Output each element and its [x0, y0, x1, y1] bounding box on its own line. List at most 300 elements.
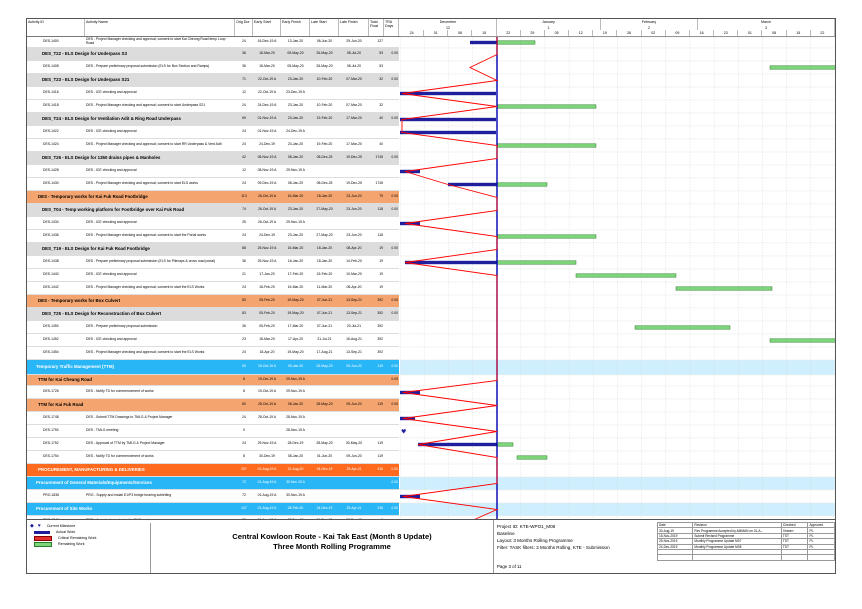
cell-dur: 21: [242, 272, 246, 277]
cell-tf: [369, 126, 384, 138]
wbs-title: Procurement of Site Works: [36, 506, 93, 512]
critical-bar-swatch: [34, 536, 52, 541]
cell-tf: 53: [379, 51, 383, 56]
cell-id: DES-1442: [43, 285, 59, 290]
cell-ef: 30-Nov-19 A: [286, 480, 305, 485]
timescale-day: 09: [666, 30, 690, 36]
activity-row[interactable]: [27, 178, 399, 191]
cell-dur: 24: [242, 415, 246, 420]
cell-id: DES-1450: [43, 324, 59, 329]
cell-tra: [384, 139, 399, 151]
timescale-day: 26: [618, 30, 642, 36]
title-line-1: Central Kowloon Route - Kai Tak East (Month 8 Update): [232, 532, 432, 541]
cell-es: 18-Mar-20: [259, 51, 275, 56]
gantt-row-bg: [400, 412, 835, 425]
cell-lf: 23-Jun-20: [346, 207, 362, 212]
cell-id: DES-1440: [43, 272, 59, 277]
cell-name: DES - Prepare preliminary proposal submission: [86, 324, 158, 329]
activity-row[interactable]: [27, 126, 399, 139]
cell-lf: 23-Jun-20: [346, 194, 362, 199]
cell-tra: [384, 438, 399, 450]
cell-es: 09-Dec-19 A: [257, 181, 277, 186]
cell-tra: [384, 334, 399, 346]
col-orig-dur[interactable]: Orig Dur: [235, 19, 253, 36]
cell-name: DES - Submit TTM Drawings to TMLG & Project Manager: [86, 415, 173, 420]
activity-row[interactable]: [27, 451, 399, 464]
timescale-month: January: [497, 19, 601, 25]
cell-tra: [384, 87, 399, 99]
cell-tra: [384, 412, 399, 424]
cell-tf: [369, 87, 384, 99]
cell-ls: [310, 165, 339, 177]
col-activity-id[interactable]: Activity ID: [27, 19, 85, 36]
cell-name: PRO - Supply and install E1/P3 bridge bearing subletting: [86, 493, 172, 498]
cell-lf: [339, 386, 369, 398]
cell-es: 28-Oct-19 A: [257, 402, 277, 407]
cell-es: 19-Oct-19 A: [257, 377, 277, 382]
cell-tra: [384, 126, 399, 138]
col-early-start[interactable]: Early Start: [253, 19, 281, 36]
cell-lf: [339, 87, 369, 99]
cell-ef: 23-Jan-20: [287, 116, 304, 121]
cell-ef: 23-Jan-20: [287, 207, 304, 212]
cell-ls: [310, 412, 339, 424]
cell-name: DES - ICE checking and approval: [86, 129, 137, 134]
wbs-title: DES_T19 - ELS Design for Kai Fuk Road Footbridge: [42, 246, 150, 252]
title-line-2: Three Month Rolling Programme: [273, 541, 391, 551]
cell-tf: 119: [377, 364, 383, 369]
cell-ef: 05-May-20: [287, 51, 304, 56]
remaining-bar: [497, 235, 596, 238]
cell-dur: 69: [242, 116, 246, 121]
legend: [30, 523, 151, 573]
cell-id: DES-1436: [43, 233, 59, 238]
wbs-row[interactable]: [27, 464, 399, 477]
timescale-day: 16: [690, 30, 714, 36]
cell-es: 19-Oct-19 A: [257, 389, 277, 394]
cell-lf: 13-Sep-21: [346, 350, 362, 355]
cell-id: DES-1416: [43, 90, 59, 95]
cell-es: 18-Mar-20: [259, 337, 275, 342]
cell-dur: 24: [242, 285, 246, 290]
cell-lf: [339, 217, 369, 229]
actual-bar: [405, 261, 497, 264]
col-early-finish[interactable]: Early Finish: [281, 19, 310, 36]
cell-ef: 16-Mar-20: [287, 285, 304, 290]
timescale-month: February: [601, 19, 698, 25]
cell-dur: 24: [242, 103, 246, 108]
cell-name: DES - Notify TD for commencement of works: [86, 389, 154, 394]
timescale-day: 23: [714, 30, 738, 36]
wbs-row[interactable]: [27, 399, 399, 412]
cell-lf: 20-Jul-21: [346, 324, 362, 329]
cell-ls: 28-May-20: [316, 441, 333, 446]
remaining-bar: [635, 326, 730, 329]
cell-lf: 09-Jun-20: [346, 364, 362, 369]
timescale-day: 19: [593, 30, 617, 36]
cell-ef: 08-Jan-20: [287, 454, 304, 459]
activity-row[interactable]: [27, 490, 399, 503]
cell-lf: [339, 412, 369, 424]
cell-es: 26-Oct-19 A: [257, 207, 277, 212]
cell-es: 18-Mar-20: [259, 64, 275, 69]
cell-tf: 118: [377, 233, 383, 238]
cell-tra: [384, 282, 399, 294]
activity-row[interactable]: [27, 165, 399, 178]
timescale-month-num: 1: [497, 25, 601, 30]
cell-id: DES-1434: [43, 220, 59, 225]
wbs-row[interactable]: [27, 375, 399, 386]
cell-tf: [369, 375, 384, 385]
cell-tra: [384, 165, 399, 177]
cell-tf: 392: [377, 350, 383, 355]
cell-ls: 07-Jun-21: [316, 324, 333, 329]
cell-lf: 09-Jun-20: [346, 402, 362, 407]
cell-tra: [384, 425, 399, 437]
col-tra-days[interactable]: TRA Days: [384, 19, 399, 36]
project-info: [497, 523, 657, 551]
cell-tra: 0.00: [391, 207, 398, 212]
wbs-row[interactable]: [27, 243, 399, 256]
cell-es: 01-Nov-19 A: [257, 129, 277, 134]
cell-ls: 01-Jun-20: [316, 454, 333, 459]
activity-row[interactable]: [27, 37, 399, 48]
wbs-row[interactable]: [27, 477, 399, 490]
cell-dur: 60: [242, 364, 246, 369]
cell-tra: [384, 490, 399, 502]
cell-es: 05-Feb-20: [259, 298, 275, 303]
wbs-row[interactable]: [27, 74, 399, 87]
activity-row[interactable]: [27, 230, 399, 243]
timescale-day: 22: [811, 30, 835, 36]
col-late-finish[interactable]: Late Finish: [339, 19, 369, 36]
cell-lf: 08-Apr-20: [346, 246, 362, 251]
cell-ef: 29-Nov-19 A: [286, 377, 305, 382]
cell-es: 16-Dec-19 A: [257, 39, 277, 44]
cell-ef: 23-Jan-20: [287, 77, 304, 82]
activity-row[interactable]: [27, 100, 399, 113]
cell-id: DES-1422: [43, 129, 59, 134]
cell-dur: 8: [243, 377, 245, 382]
cell-ef: 23-Jan-20: [287, 103, 304, 108]
remaining-bar: [497, 183, 547, 186]
cell-ls: [310, 375, 339, 385]
cell-ef: 31-Aug-20: [287, 467, 304, 472]
activity-row[interactable]: [27, 282, 399, 295]
col-late-start[interactable]: Late Start: [310, 19, 339, 36]
heart-milestone-icon: ♥: [37, 523, 41, 529]
cell-id: DES-1750: [43, 428, 59, 433]
cell-name: DES - Project Manager checking and approval; consent to start Underpass S21: [86, 103, 206, 108]
cell-ls: [310, 425, 339, 437]
cell-ls: 26-May-20: [316, 64, 333, 69]
wbs-row[interactable]: [27, 113, 399, 126]
activity-row[interactable]: [27, 321, 399, 334]
cell-tra: 0.00: [391, 246, 398, 251]
cell-ls: 21-Jul-21: [317, 337, 332, 342]
footer: [27, 519, 835, 574]
remaining-bar: [517, 456, 547, 459]
cell-es: 08-Nov-19 A: [257, 168, 277, 173]
wbs-title: TTM for Kai Cheung Road: [38, 377, 92, 383]
cell-es: 25-Nov-19 A: [257, 246, 277, 251]
cell-ls: 10-Feb-20: [316, 77, 333, 82]
cell-tf: 119: [377, 402, 383, 407]
activity-row[interactable]: [27, 217, 399, 230]
remaining-bar: [497, 41, 535, 44]
cell-tra: [384, 217, 399, 229]
cell-tf: 316: [377, 467, 383, 472]
cell-ef: 23-Jan-20: [287, 233, 304, 238]
cell-es: 26-Oct-19 A: [257, 194, 277, 199]
cell-ef: 08-Jan-20: [287, 402, 304, 407]
cell-lf: [339, 126, 369, 138]
activity-row[interactable]: [27, 269, 399, 282]
cell-ef: 17-Mar-20: [287, 324, 304, 329]
cell-es: 08-Nov-19 A: [257, 155, 277, 160]
cell-ls: 24-Dec-19: [316, 467, 333, 472]
cell-id: DES-1726: [43, 389, 59, 394]
revision-header: Date Revision Checked Approved: [658, 523, 835, 528]
cell-tra: [384, 178, 399, 190]
cell-tra: 0.00: [391, 298, 398, 303]
activity-row[interactable]: [27, 438, 399, 451]
cell-es: 30-Dec-19: [259, 454, 275, 459]
timescale-month: March: [698, 19, 835, 25]
actual-bar: [400, 92, 496, 95]
activity-row[interactable]: [27, 386, 399, 399]
cell-lf: 07-Mar-20: [346, 103, 362, 108]
cell-es: 24-Dec-19: [259, 142, 275, 147]
gantt-row-bg: [400, 490, 835, 503]
gantt-row-bg: [400, 347, 835, 360]
cell-lf: 09-Jun-20: [346, 454, 362, 459]
cell-tra: 0.00: [391, 311, 398, 316]
cell-tra: [384, 256, 399, 268]
cell-id: DES-1400: [43, 39, 59, 44]
cell-es: 22-Oct-19 A: [257, 90, 277, 95]
cell-lf: [339, 165, 369, 177]
cell-tf: 79: [379, 194, 383, 199]
activity-row[interactable]: [27, 412, 399, 425]
cell-ls: [310, 477, 339, 489]
timescale-month-num: 12: [400, 25, 497, 30]
cell-lf: 16-Aug-21: [346, 337, 362, 342]
cell-dur: 23: [242, 337, 246, 342]
cell-lf: 19-Dec-25: [346, 155, 362, 160]
activity-row[interactable]: [27, 425, 399, 438]
cell-ef: 28-Dec-19: [287, 441, 304, 446]
cell-dur: 36: [242, 64, 246, 69]
cell-es: 24-Dec-19 A: [257, 103, 277, 108]
remaining-bar: [497, 144, 596, 147]
project-filter: Filter: TASK filters: 3 Months Rolling, KTE - Submission: [497, 545, 610, 550]
wbs-title: PROCUREMENT, MANUFACTURING & DELIVERIES: [38, 467, 145, 473]
remaining-bar: [576, 274, 676, 277]
cell-ls: 28-May-20: [316, 364, 333, 369]
legend-label: Remaining Work: [58, 542, 85, 546]
cell-es: 19-Oct-19 A: [257, 364, 277, 369]
cell-id: DES-1428: [43, 168, 59, 173]
cell-ls: 11-Mar-20: [316, 285, 333, 290]
cell-dur: 113: [241, 194, 247, 199]
cell-id: DES-1438: [43, 259, 59, 264]
activity-row[interactable]: [27, 87, 399, 100]
remaining-bar: [770, 339, 835, 342]
col-activity-name[interactable]: Activity Name: [85, 19, 235, 36]
cell-tra: 0.00: [391, 155, 398, 160]
cell-dur: 71: [242, 77, 246, 82]
cell-es: 05-Feb-20: [259, 311, 275, 316]
cell-es: 22-Oct-19 A: [257, 77, 277, 82]
cell-dur: 8: [243, 389, 245, 394]
legend-label: Actual Work: [56, 530, 76, 534]
cell-tra: 0.00: [391, 467, 398, 472]
cell-name: DES - ICE checking and approval: [86, 90, 137, 95]
cell-tra: [384, 386, 399, 398]
cell-name: DES - ICE checking and approval: [86, 220, 137, 225]
cell-tra: 0.00: [391, 51, 398, 56]
cell-name: DES - Notify TD for commencement of works: [86, 454, 154, 459]
cell-tf: 19: [379, 272, 383, 277]
cell-dur: 72: [242, 493, 246, 498]
cell-ls: 24-Dec-19: [316, 506, 333, 511]
cell-lf: 08-Jul-20: [346, 51, 362, 56]
cell-es: 01-Aug-19 A: [257, 493, 277, 498]
wbs-row[interactable]: [27, 360, 399, 375]
cell-ls: [310, 386, 339, 398]
wbs-row[interactable]: [27, 152, 399, 165]
timescale-month-num: 2: [601, 25, 698, 30]
cell-lf: 17-Mar-20: [346, 142, 362, 147]
cell-tf: 118: [377, 207, 383, 212]
cell-dur: 207: [241, 467, 247, 472]
cell-dur: 0: [243, 428, 245, 433]
activity-row[interactable]: [27, 61, 399, 74]
wbs-title: DES_T22 - ELS Design for Underpass S3: [42, 51, 127, 57]
cell-ls: 19-Feb-20: [316, 116, 333, 121]
activity-row[interactable]: [27, 347, 399, 360]
cell-ls: 07-Jun-21: [316, 311, 333, 316]
timescale-day: 08: [763, 30, 787, 36]
cell-dur: 36: [242, 51, 246, 56]
cell-lf: 13-Sep-21: [346, 311, 362, 316]
cell-ls: 19-Feb-20: [316, 142, 333, 147]
cell-dur: 83: [242, 298, 246, 303]
cell-ef: 19-May-20: [287, 350, 304, 355]
cell-tra: [384, 347, 399, 359]
cell-ls: 07-Jun-21: [316, 298, 333, 303]
cell-name: DES - Approval of TTM by TMLG & Project Manager: [86, 441, 165, 446]
cell-tra: 0.00: [391, 377, 398, 382]
cell-ls: 26-May-20: [316, 51, 333, 56]
cell-name: DES - ICE checking and approval: [86, 168, 137, 173]
cell-dur: 60: [242, 402, 246, 407]
cell-tra: 0.00: [391, 364, 398, 369]
cell-tf: 53: [379, 64, 383, 69]
cell-tf: [369, 217, 384, 229]
actual-bar: [400, 118, 496, 121]
cell-tf: 127: [377, 39, 383, 44]
timescale-day: 12: [569, 30, 593, 36]
cell-ls: 27-May-20: [316, 233, 333, 238]
wbs-row[interactable]: [27, 308, 399, 321]
remaining-bar: [676, 287, 772, 290]
remaining-bar: [497, 105, 596, 108]
cell-ls: 18-Jan-20: [316, 259, 333, 264]
activity-row[interactable]: [27, 256, 399, 269]
wbs-row[interactable]: [27, 503, 399, 516]
cell-name: DES - TMLG meeting: [86, 428, 119, 433]
cell-lf: 10-Mar-20: [346, 272, 362, 277]
cell-tra: 0.00: [391, 480, 398, 485]
cell-dur: 24: [242, 350, 246, 355]
cell-ls: 18-Jan-20: [316, 194, 333, 199]
cell-tf: 392: [377, 324, 383, 329]
cell-ls: 10-Feb-20: [316, 103, 333, 108]
cell-dur: 36: [242, 259, 246, 264]
cell-tf: [369, 477, 384, 489]
remaining-bar-swatch: [34, 542, 52, 547]
cell-ls: 08-Dec-25: [316, 155, 333, 160]
cell-name: DES - Project Manager checking and approval; consent to start the ELS Works: [86, 350, 205, 355]
revision-row: 24-Dec-2019 Monthly Programme Update M08 TST PL: [658, 544, 835, 549]
cell-id: DES-1424: [43, 142, 59, 147]
wbs-row[interactable]: [27, 204, 399, 217]
cell-es: 26-Oct-19 A: [257, 220, 277, 225]
cell-tf: 40: [379, 142, 383, 147]
cell-es: 18-Feb-20: [259, 285, 275, 290]
col-total-float[interactable]: Total Float: [369, 19, 384, 36]
cell-lf: [339, 425, 369, 437]
cell-tf: 1745: [375, 181, 383, 186]
timescale-day: 24: [400, 30, 424, 36]
timescale-day: 22: [497, 30, 521, 36]
cell-lf: 17-Mar-20: [346, 116, 362, 121]
cell-dur: 83: [242, 311, 246, 316]
cell-id: DES-1452: [43, 337, 59, 342]
cell-name: DES - Prepare preliminary proposal submission (ELS for Box Section and Ramps): [86, 64, 210, 69]
cell-tf: 32: [379, 77, 383, 82]
wbs-row[interactable]: [27, 48, 399, 61]
cell-ef: 19-May-20: [287, 311, 304, 316]
wbs-row[interactable]: [27, 295, 399, 308]
project-id: Project ID: KTE-WPO1_M08: [497, 524, 556, 529]
cell-name: DES - ICE checking and approval: [86, 272, 137, 277]
cell-tra: [384, 61, 399, 73]
remaining-bar: [497, 261, 576, 264]
cell-name: DES - Project Manager checking and approval; consent to start the ELS Works: [86, 285, 205, 290]
cell-id: DES-1454: [43, 350, 59, 355]
cell-es: 01-Aug-19 A: [257, 480, 277, 485]
cell-lf: [339, 477, 369, 489]
cell-ef: 16-Mar-20: [287, 194, 304, 199]
cell-name: DES - Prepare preliminary proposal submission (ELS for Pilecaps & cross road portal): [86, 259, 216, 264]
cell-dur: 24: [242, 233, 246, 238]
cell-es: [253, 425, 281, 437]
wbs-row[interactable]: [27, 191, 399, 204]
timescale-day: 02: [642, 30, 666, 36]
cell-tra: [384, 269, 399, 281]
cell-dur: 36: [242, 324, 246, 329]
cell-id: DES-1418: [43, 103, 59, 108]
activity-row[interactable]: [27, 139, 399, 152]
activity-row[interactable]: [27, 334, 399, 347]
cell-es: 25-Nov-19 A: [257, 259, 277, 264]
cell-ls: 27-May-20: [316, 207, 333, 212]
cell-tra: 0.00: [391, 77, 398, 82]
cell-es: 24-Dec-19: [259, 233, 275, 238]
